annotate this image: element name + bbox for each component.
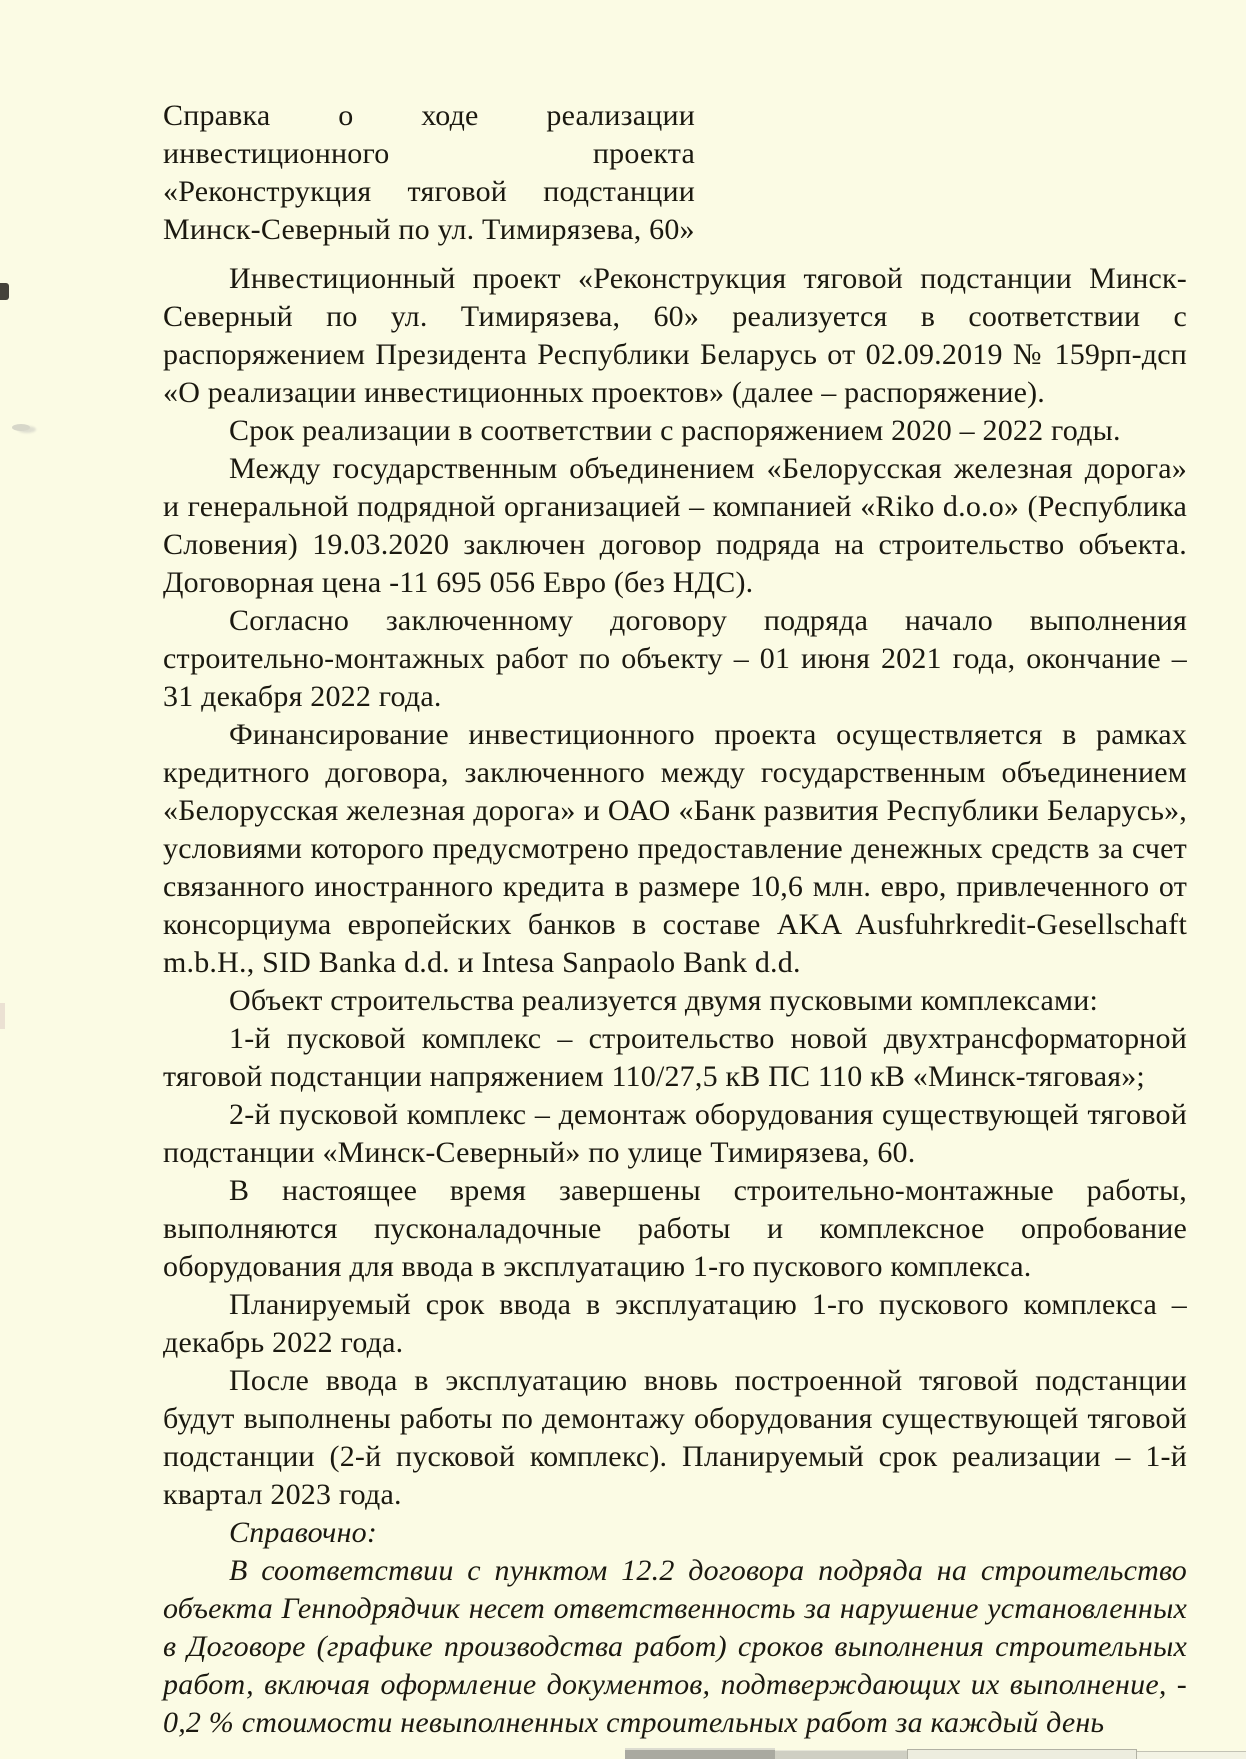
- scan-artifact-left-edge-mark: [0, 283, 9, 300]
- paragraph: В настоящее время завершены строительно-монтажные работы, выполняются пусконаладочные работы и комплексное опробование оборудования для ввода в эксплуатацию 1-го пускового комплекса.: [163, 1174, 1187, 1283]
- paragraph: Срок реализации в соответствии с распоряжением 2020 – 2022 годы.: [229, 414, 1121, 447]
- scan-artifact-left-faint-smudge: [0, 1003, 5, 1029]
- document-title: Справка о ходе реализации инвестиционного проекта «Реконструкция тяговой подстанции Минск-Северный по ул. Тимирязева, 60»: [163, 99, 695, 246]
- scan-artifact-bottom-bar: [1137, 1751, 1246, 1759]
- paragraph: Между государственным объединением «Белорусская железная дорога» и генеральной подрядной организацией – компанией «Riko d.o.o» (Республика Словения) 19.03.2020 заключен договор подряда на строительство объекта. Договорная цена -11 695 056 Евро (без НДС).: [163, 452, 1187, 599]
- scan-artifact-bottom-bar: [775, 1750, 907, 1759]
- paragraph: 2-й пусковой комплекс – демонтаж оборудования существующей тяговой подстанции «Минск-Северный» по улице Тимирязева, 60.: [163, 1098, 1187, 1169]
- paragraph: В соответствии с пунктом 12.2 договора подряда на строительство объекта Генподрядчик несет ответственность за нарушение установленных в Договоре (графике производства работ) сроков выполнения строительных работ, включая оформление документов, подтверждающих их выполнение, - 0,2 % стоимости невыполненных строительных работ за каждый день: [163, 1554, 1187, 1739]
- paragraph: 1-й пусковой комплекс – строительство новой двухтрансформаторной тяговой подстанции напряжением 110/27,5 кВ ПС 110 кВ «Минск-тяговая»;: [163, 1022, 1187, 1093]
- scan-artifact-bottom-bar: [907, 1749, 1137, 1759]
- paragraph: После ввода в эксплуатацию вновь построенной тяговой подстанции будут выполнены работы по демонтажу оборудования существующей тяговой подстанции (2-й пусковой комплекс). Планируемый срок реализации – 1-й квартал 2023 года.: [163, 1364, 1187, 1511]
- document-body: [163, 260, 1187, 1742]
- scan-artifact-left-smudge: [12, 424, 30, 431]
- paragraph: Планируемый срок ввода в эксплуатацию 1-го пускового комплекса – декабрь 2022 года.: [163, 1288, 1187, 1359]
- paragraph: Справочно:: [229, 1516, 378, 1549]
- scan-artifact-bottom-bar: [625, 1748, 775, 1759]
- paragraph: Инвестиционный проект «Реконструкция тяговой подстанции Минск-Северный по ул. Тимирязева, 60» реализуется в соответствии с распоряжением Президента Республики Беларусь от 02.09.2019 № 159рп-дсп «О реализации инвестиционных проектов» (далее – распоряжение).: [163, 262, 1187, 409]
- paragraph: Согласно заключенному договору подряда начало выполнения строительно-монтажных работ по объекту – 01 июня 2021 года, окончание – 31 декабря 2022 года.: [163, 604, 1187, 713]
- paragraph: Объект строительства реализуется двумя пусковыми комплексами:: [229, 984, 1099, 1017]
- paragraph: Финансирование инвестиционного проекта осуществляется в рамках кредитного договора, заключенного между государственным объединением «Белорусская железная дорога» и ОАО «Банк развития Республики Беларусь», условиями которого предусмотрено предоставление денежных средств за счет связанного иностранного кредита в размере 10,6 млн. евро, привлеченного от консорциума европейских банков в составе AKA Ausfuhrkredit-Gesellschaft m.b.H., SID Banka d.d. и Intesa Sanpaolo Bank d.d.: [163, 718, 1187, 979]
